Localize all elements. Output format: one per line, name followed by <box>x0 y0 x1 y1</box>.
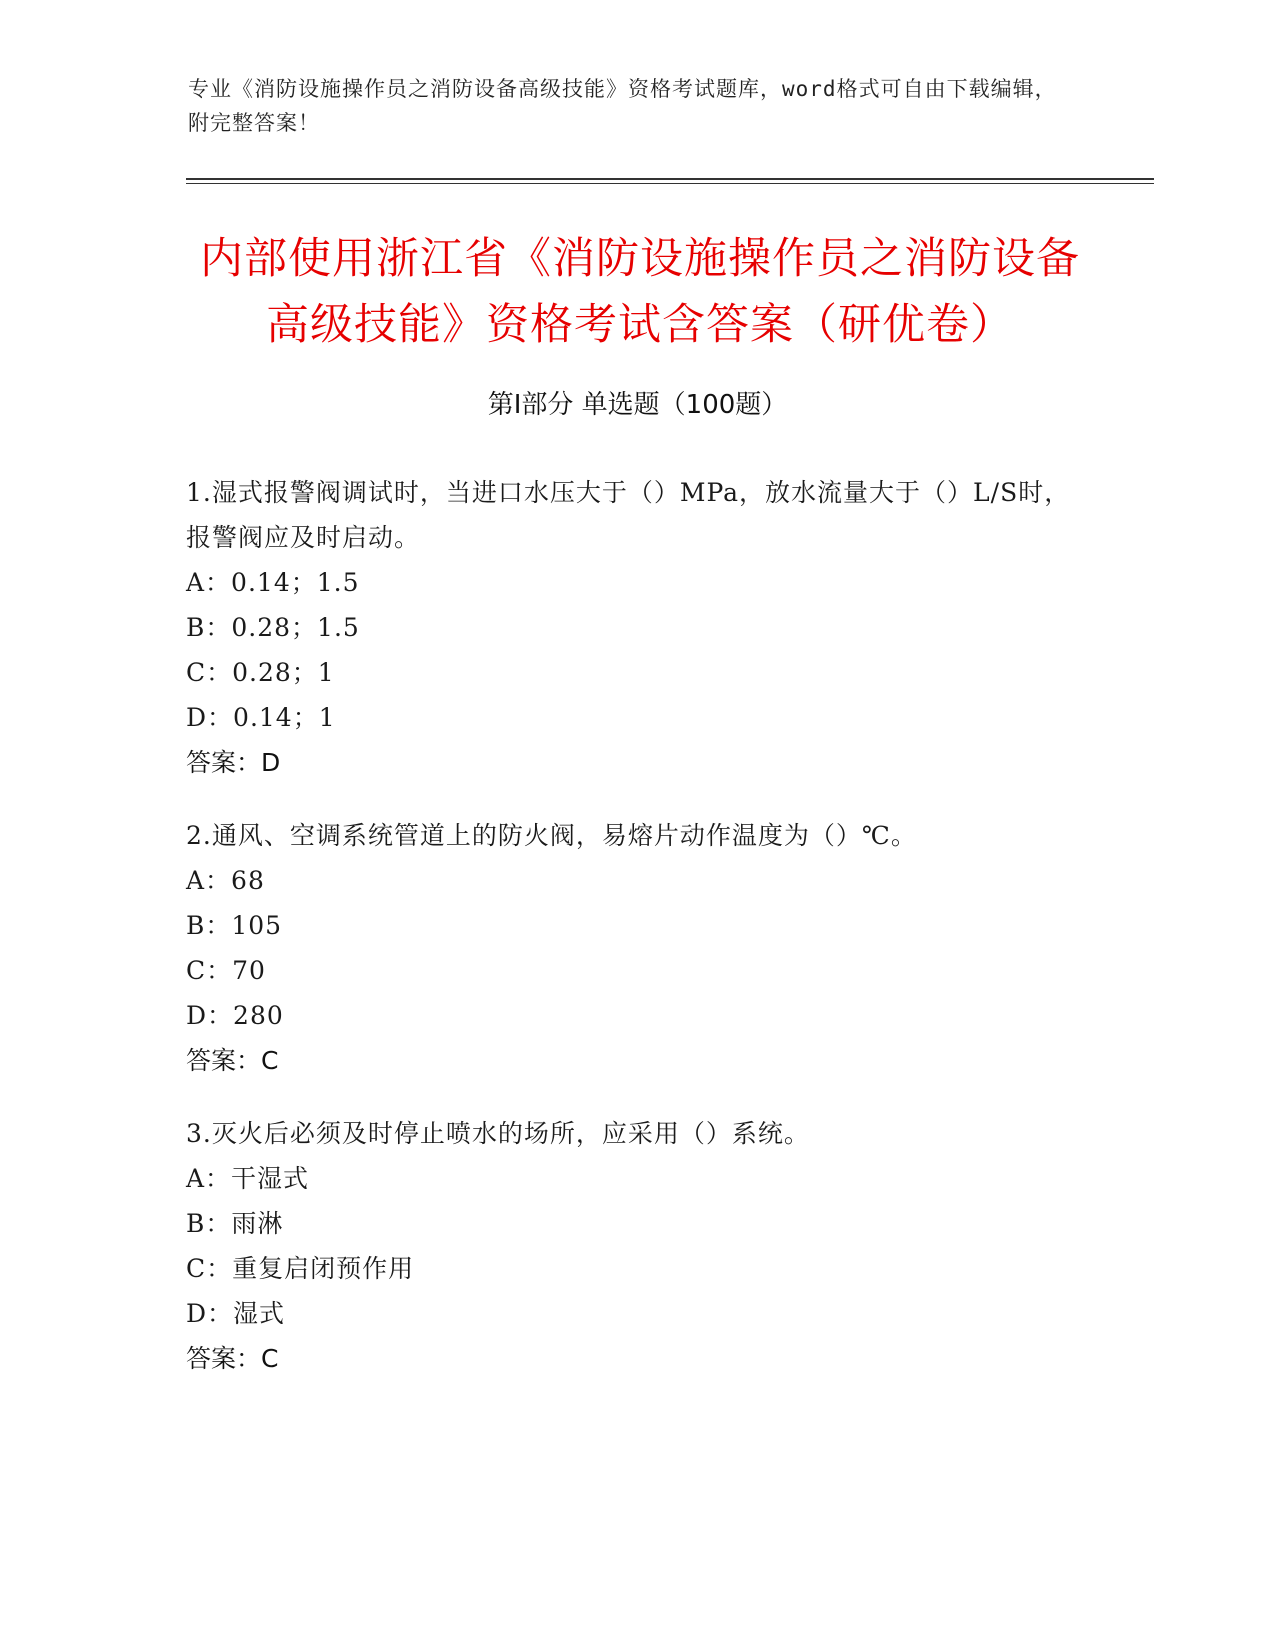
header-note: 专业《消防设施操作员之消防设备高级技能》资格考试题库，word格式可自由下载编辑，附完整答案！ <box>188 77 1057 135</box>
option-a: A：干湿式 <box>186 1164 310 1193</box>
option-d: D：0.14；1 <box>186 703 336 732</box>
option-b: B：105 <box>186 911 283 940</box>
option-a: A：68 <box>186 866 265 895</box>
option-d: D：湿式 <box>186 1299 286 1328</box>
option-c: C：0.28；1 <box>186 658 335 687</box>
answer: 答案：D <box>186 748 281 777</box>
option-c: C：70 <box>186 956 266 985</box>
question-1 <box>186 470 1086 785</box>
question-3 <box>186 1111 1086 1381</box>
question-text: 3.灭火后必须及时停止喷水的场所，应采用（）系统。 <box>186 1119 810 1148</box>
option-b: B：雨淋 <box>186 1209 284 1238</box>
answer: 答案：C <box>186 1344 279 1373</box>
section-heading: 第Ⅰ部分 单选题（100题） <box>487 390 788 420</box>
header-divider-thin <box>186 183 1154 184</box>
question-list <box>186 470 1086 1409</box>
question-text: 1.湿式报警阀调试时，当进口水压大于（）MPa，放水流量大于（）L/S时，报警阀应及时启动。 <box>186 478 1071 552</box>
option-d: D：280 <box>186 1001 284 1030</box>
option-a: A：0.14；1.5 <box>186 568 360 597</box>
question-2 <box>186 813 1086 1083</box>
document-title: 内部使用浙江省《消防设施操作员之消防设备高级技能》资格考试含答案（研优卷） <box>200 234 1080 350</box>
answer: 答案：C <box>186 1046 279 1075</box>
header-divider-thick <box>186 178 1154 180</box>
question-text: 2.通风、空调系统管道上的防火阀，易熔片动作温度为（）℃。 <box>186 821 917 850</box>
option-c: C：重复启闭预作用 <box>186 1254 415 1283</box>
option-b: B：0.28；1.5 <box>186 613 360 642</box>
